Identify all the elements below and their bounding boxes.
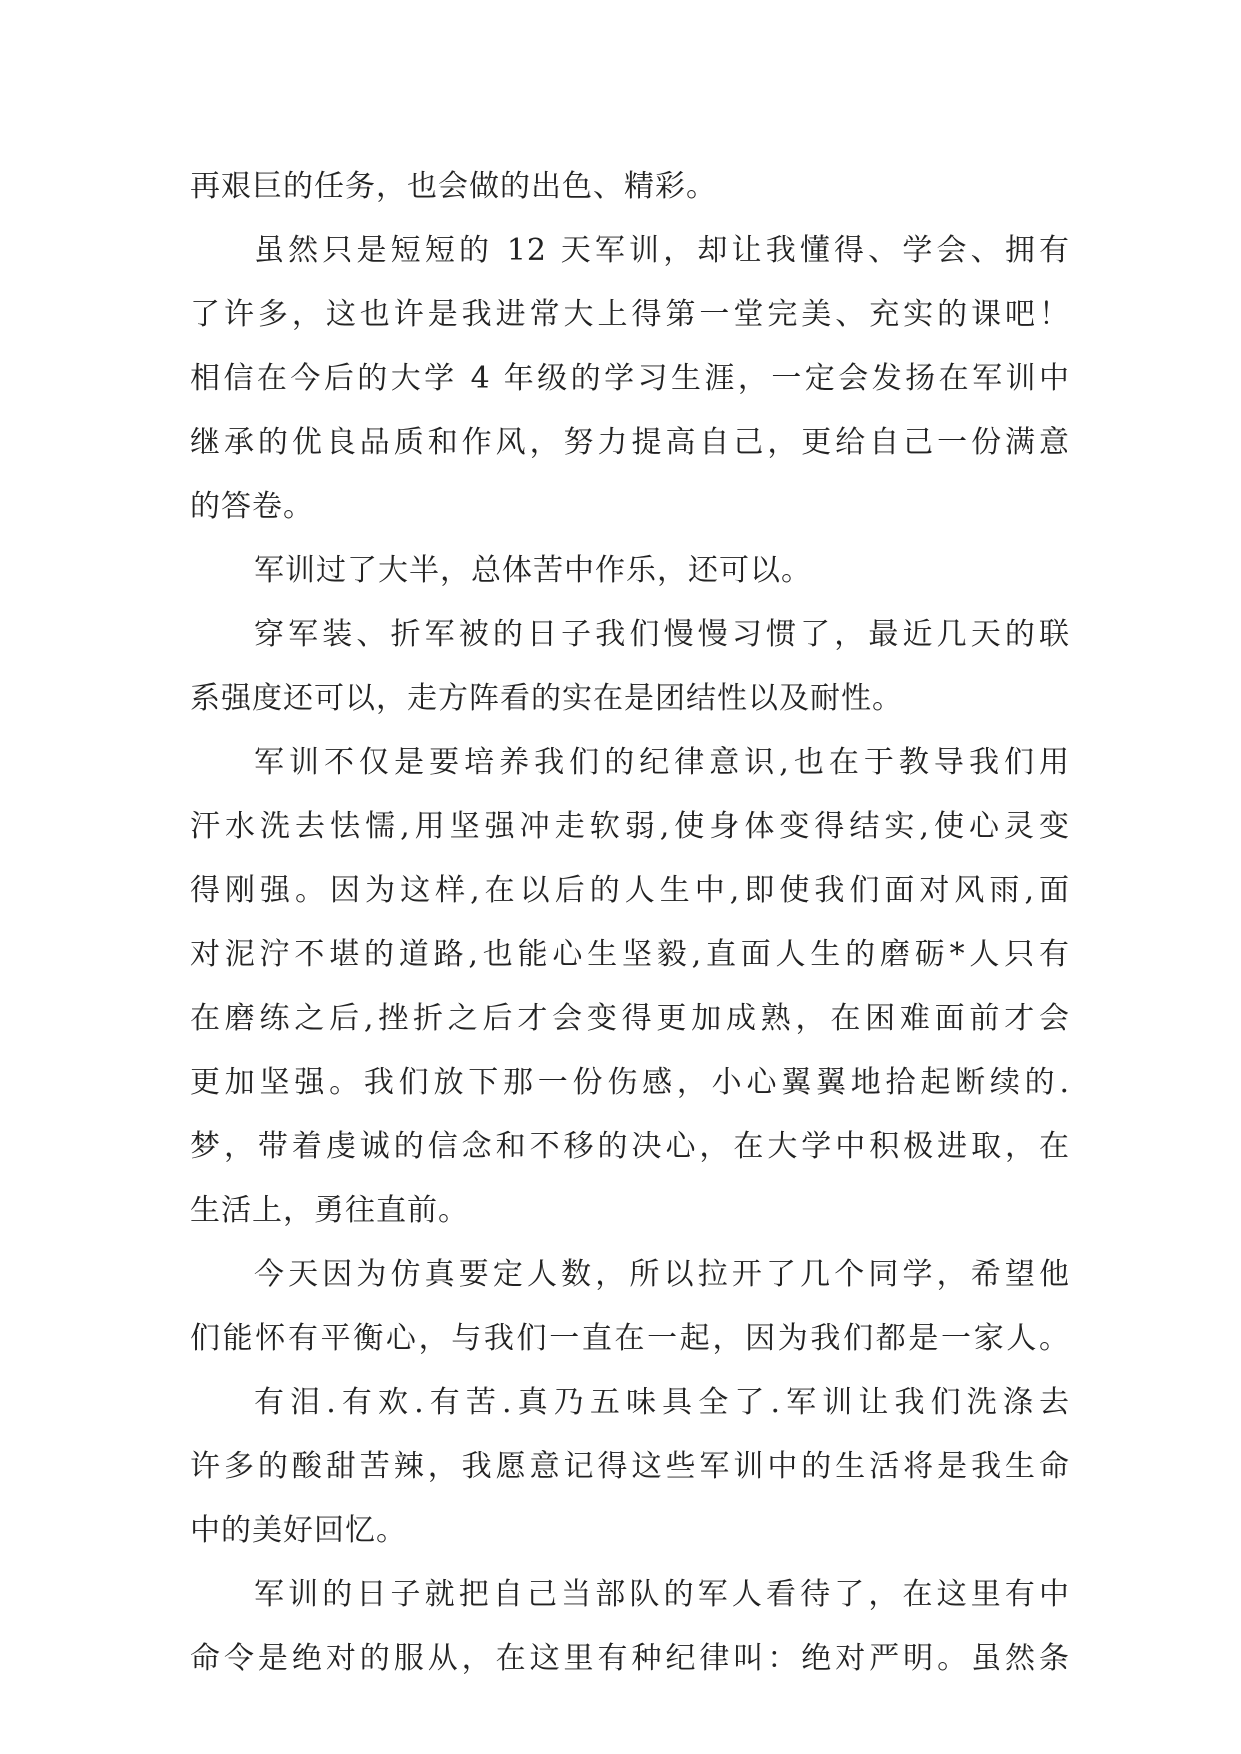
text-line: 继承的优良品质和作风，努力提高自己，更给自己一份满意 (190, 425, 1070, 460)
text-line: 得刚强。因为这样,在以后的人生中,即使我们面对风雨,面 (190, 873, 1070, 908)
text-line: 有泪.有欢.有苦.真乃五味具全了.军训让我们洗涤去 (254, 1385, 1070, 1420)
text-line: 军训的日子就把自己当部队的军人看待了，在这里有中 (254, 1577, 1070, 1612)
text-line: 了许多，这也许是我进常大上得第一堂完美、充实的课吧！ (190, 297, 1070, 332)
text-line: 更加坚强。我们放下那一份伤感，小心翼翼地拾起断续的. (190, 1065, 1070, 1100)
text-line: 许多的酸甜苦辣，我愿意记得这些军训中的生活将是我生命 (190, 1449, 1070, 1484)
text-line: 汗水洗去怯懦,用坚强冲走软弱,使身体变得结实,使心灵变 (190, 809, 1070, 844)
text-line: 系强度还可以，走方阵看的实在是团结性以及耐性。 (190, 681, 903, 716)
text-line: 今天因为仿真要定人数，所以拉开了几个同学，希望他 (254, 1257, 1070, 1292)
text-line: 生活上，勇往直前。 (190, 1193, 469, 1228)
text-line: 们能怀有平衡心，与我们一直在一起，因为我们都是一家人。 (190, 1321, 1070, 1356)
text-line: 虽然只是短短的 12 天军训，却让我懂得、学会、拥有 (254, 233, 1070, 268)
text-line: 对泥泞不堪的道路,也能心生坚毅,直面人生的磨砺*人只有 (190, 937, 1070, 972)
document-body (190, 155, 1070, 1691)
text-line: 的答卷。 (190, 489, 314, 524)
text-line: 再艰巨的任务，也会做的出色、精彩。 (190, 169, 717, 204)
text-line: 军训过了大半，总体苦中作乐，还可以。 (254, 553, 812, 588)
text-line: 相信在今后的大学 4 年级的学习生涯，一定会发扬在军训中 (190, 361, 1070, 396)
text-line: 梦，带着虔诚的信念和不移的决心，在大学中积极进取，在 (190, 1129, 1070, 1164)
text-line: 穿军装、折军被的日子我们慢慢习惯了，最近几天的联 (254, 617, 1070, 652)
text-line: 军训不仅是要培养我们的纪律意识,也在于教导我们用 (254, 745, 1070, 780)
text-line: 在磨练之后,挫折之后才会变得更加成熟，在困难面前才会 (190, 1001, 1070, 1036)
text-line: 中的美好回忆。 (190, 1513, 407, 1548)
text-line: 命令是绝对的服从，在这里有种纪律叫：绝对严明。虽然条 (190, 1641, 1070, 1676)
